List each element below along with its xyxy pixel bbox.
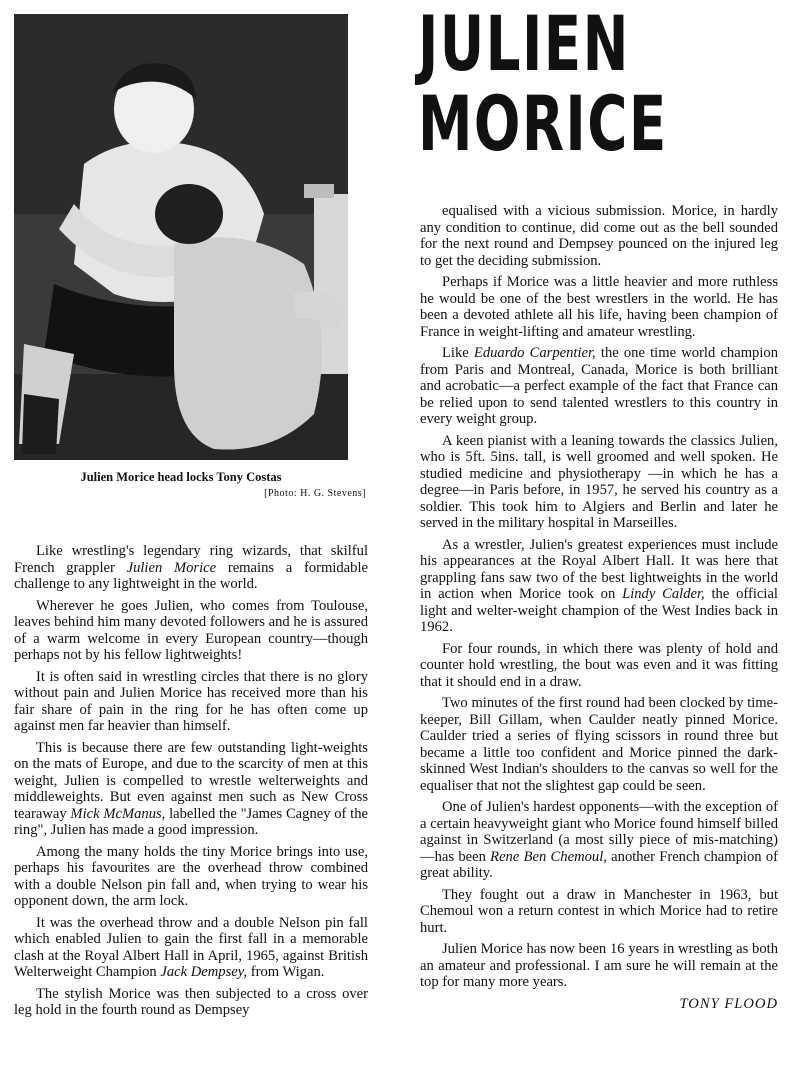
article-column-right xyxy=(420,203,778,1068)
italic-name: Mick McManus, xyxy=(70,805,166,822)
right-column-paragraph: Like Eduardo Carpentier, the one time world champion from Paris and Montreal, Canada, Morice is both brilliant and acrobatic—a perfect example of the fact that France can be relied upon to send talented wrestlers to this country in every weight group. xyxy=(420,345,778,427)
title-line-2: MORICE xyxy=(418,79,668,168)
right-column-paragraph: A keen pianist with a leaning towards the classics Julien, who is 5ft. 5ins. tall, is well groomed and well spoken. He studied medicine and physiotherapy —in which he has a degree—in Paris before, in 1957, he served his country as a soldier. This took him to Algiers and Berlin and later he served in the military hospital in Marseilles. xyxy=(420,432,778,531)
wrestlers-photo-illustration xyxy=(14,14,348,460)
italic-name: Lindy Calder, xyxy=(622,586,705,602)
photo-caption: Julien Morice head locks Tony Costas xyxy=(80,470,282,484)
right-column-paragraph: Julien Morice has now been 16 years in wrestling as both an amateur and professional. I am sure he will remain at the top for many more years. xyxy=(420,941,778,990)
right-column-paragraph: As a wrestler, Julien's greatest experiences must include his appearances at the Royal Albert Hall. It was here that grappling fans saw two of the best lightweights in the world in action when Morice took on Lindy Calder, the official light and welter-weight champion of the West Indies back in 1962. xyxy=(420,536,778,635)
right-column-paragraph: Perhaps if Morice was a little heavier and more ruthless he would be one of the best wrestlers in the world. He has been a devoted athlete all his life, having been champion of France in weight-lifting and amateur wrestling. xyxy=(420,274,778,340)
italic-name: Eduardo Carpentier, xyxy=(473,345,596,361)
author-byline: TONY FLOOD xyxy=(679,995,778,1012)
left-column-paragraph: Among the many holds the tiny Morice brings into use, perhaps his favourites are the overhead throw combined with a double Nelson pin fall and, when trying to wear his opponent down, the arm lock. xyxy=(14,843,368,909)
right-column-paragraph: For four rounds, in which there was plenty of hold and counter hold wrestling, the bout was even and it was fitting that it should end in a draw. xyxy=(420,640,778,690)
left-column-paragraph: This is because there are few outstanding light-weights on the mats of Europe, and due to the scarcity of men at this weight, Julien is compelled to wrestle welterweights and middleweights. But even against men such as New Cross tearaway Mick McManus, labelled the "James Cagney of the ring", Julien has made a good impression. xyxy=(14,739,368,838)
article-title xyxy=(418,0,684,168)
italic-name: Rene Ben Chemoul, xyxy=(490,848,607,865)
photo-credit: [Photo: H. G. Stevens] xyxy=(264,488,366,499)
wrestling-photo xyxy=(14,14,348,460)
article-column-left xyxy=(14,543,368,1073)
right-column-paragraph: equalised with a vicious submission. Morice, in hardly any condition to continue, did come out as the bell sounded for the next round and Dempsey pounced on the injured leg to get the deciding submission. xyxy=(420,203,778,269)
right-column-paragraph: Two minutes of the first round had been clocked by time-keeper, Bill Gillam, when Caulder neatly pinned Morice. Caulder tried a series of flying scissors in round three but became a little too confident and Morice pinned the dark-skinned West Indian's shoulders to the canvas so well for the equaliser that not the slightest gap could be seen. xyxy=(420,695,778,794)
right-column-paragraph: One of Julien's hardest opponents—with the exception of a certain heavyweight giant who Morice found himself billed against in Switzerland (a most silly piece of mis-matching)—has been Rene Ben Chemoul, another French champion of great ability. xyxy=(420,799,778,881)
left-column-paragraph: The stylish Morice was then subjected to a cross over leg hold in the fourth round as Dempsey xyxy=(14,985,368,1018)
left-column-paragraph: Wherever he goes Julien, who comes from Toulouse, leaves behind him many devoted followers and he is assured of a warm welcome in every European country—though perhaps not by his fellow lightweights! xyxy=(14,597,368,663)
left-column-paragraph: Like wrestling's legendary ring wizards, that skilful French grappler Julien Morice remains a formidable challenge to any lightweight in the world. xyxy=(14,543,368,592)
left-column-paragraph: It was the overhead throw and a double Nelson pin fall which enabled Julien to gain the first fall in a memorable clash at the Royal Albert Hall in April, 1965, against British Welterweight Champion Jack Dempsey, from Wigan. xyxy=(14,914,368,980)
right-column-paragraph: They fought out a draw in Manchester in 1963, but Chemoul won a return contest in which Morice had to retire hurt. xyxy=(420,886,778,936)
italic-name: Julien Morice xyxy=(126,559,217,576)
left-column-paragraph: It is often said in wrestling circles that there is no glory without pain and Julien Morice has received more than his fair share of pain in the ring for he has often come up against men far heavier than himself. xyxy=(14,668,368,734)
title-line-1: JULIEN xyxy=(418,0,630,88)
italic-name: Jack Dempsey, xyxy=(160,964,248,980)
